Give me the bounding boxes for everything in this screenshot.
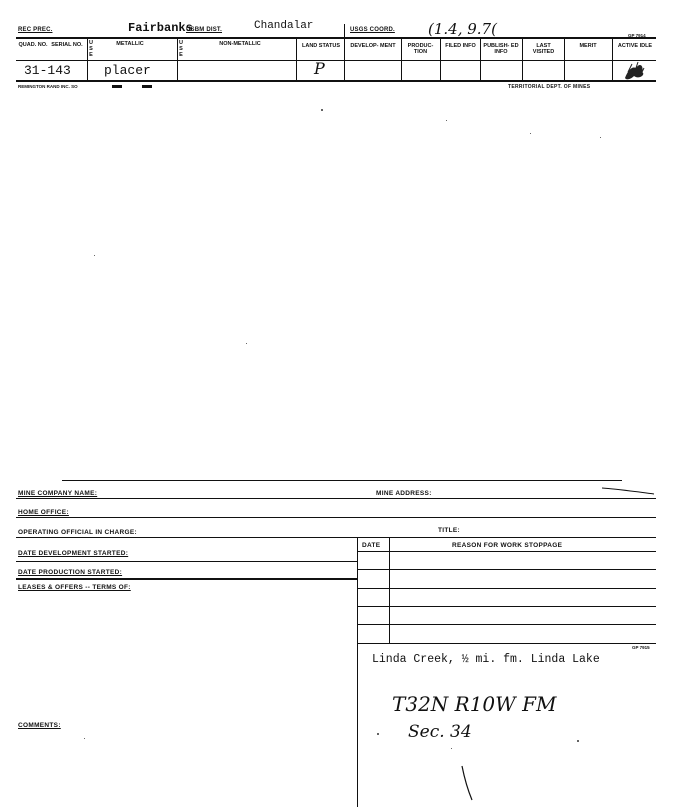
usbm-dist-value: Chandalar [254,20,314,32]
col-header-merit: MERIT [579,43,597,49]
header-divider [344,24,345,38]
stoppage-row-rule [357,588,656,589]
stoppage-row-rule [357,606,656,607]
stoppage-date-header: DATE [362,542,381,549]
date-dev-started-label: DATE DEVELOPMENT STARTED: [18,550,129,557]
col-header-non-metallic: NON-METALLIC [219,41,261,47]
rule-prod-started [16,578,357,580]
scan-speck [321,109,323,111]
stoppage-reason-header: REASON FOR WORK STOPPAGE [452,542,563,549]
col-divider-4 [344,37,345,81]
stoppage-header-rule [357,551,656,552]
rule-dev-started [16,561,357,562]
quad-serial-value: 31-143 [24,63,71,78]
rule-official [16,537,656,538]
home-office-label: HOME OFFICE: [18,509,69,516]
scan-speck [377,733,379,735]
scan-speck [246,343,247,344]
col-divider-7 [480,37,481,81]
scan-speck [451,748,452,749]
col-header-published-info: PUBLISH- ED INFO [483,43,519,55]
header-rule-bottom [16,80,656,82]
rule-company [16,498,656,499]
scan-speck [446,120,447,121]
form-number-bottom: GP 7915 [632,645,650,650]
metallic-value: placer [104,63,151,78]
header-rule-top [16,37,656,39]
col-divider-6 [440,37,441,81]
date-prod-started-label: DATE PRODUCTION STARTED: [18,569,123,576]
scan-speck [577,740,579,742]
printer-mark-1 [112,85,122,88]
district-name: Fairbanks [128,21,193,35]
land-status-mark: P [314,59,325,78]
scan-speck [530,133,531,134]
col-header-production: PRODUC- TION [407,43,434,55]
printer-imprint: REMINGTON RAND INC. SO [18,84,78,89]
scan-speck [94,255,95,256]
col-divider-3 [296,37,297,81]
mine-address-label: MINE ADDRESS: [376,490,432,497]
stoppage-date-divider [389,537,390,643]
rec-prec-label: REC PREC. [18,27,53,33]
col-divider-9 [564,37,565,81]
form-number-top: GP 7914 [628,33,646,38]
col-header-serial: SERIAL NO. [51,42,83,48]
stoppage-row-rule [357,624,656,625]
scan-speck [600,137,601,138]
header-rule-mid [16,60,656,61]
active-idle-mark-icon [622,58,648,82]
usbm-dist-label: USBM DIST. [186,27,223,33]
col-header-quad: QUAD. NO. [18,42,48,48]
rule-home-office [16,517,656,518]
comments-label: COMMENTS: [18,722,61,729]
location-note: Linda Creek, ½ mi. fm. Linda Lake [372,653,600,666]
col-divider-5 [401,37,402,81]
township-note: T32N R10W FM [392,692,557,716]
col-divider-8 [522,37,523,81]
leases-offers-label: LEASES & OFFERS -- TERMS OF: [18,584,131,591]
col-header-land-status: LAND STATUS [302,43,340,49]
stoppage-left-border [357,537,358,807]
operating-official-label: OPERATING OFFICIAL IN CHARGE: [18,529,137,536]
col-header-metallic: METALLIC [116,41,144,47]
col-header-development: DEVELOP- MENT [350,43,396,49]
title-label: TITLE: [438,527,461,534]
form-top-rule [62,480,622,481]
territorial-dept: TERRITORIAL DEPT. OF MINES [508,84,591,90]
col-header-use-1: U S E [89,40,93,58]
col-header-use-2: U S E [179,40,183,58]
stoppage-row-rule [357,569,656,570]
pen-stroke-icon [598,484,658,498]
printer-mark-2 [142,85,152,88]
stoppage-row-rule [357,643,656,644]
col-header-last-visited: LAST VISITED [532,43,555,55]
usgs-coord-value: (1.4, 9.7( [428,20,497,38]
pen-stroke-icon [458,764,478,804]
scan-speck [84,738,85,739]
col-header-active-idle: ACTIVE IDLE [617,43,653,49]
col-divider-10 [612,37,613,81]
usgs-coord-label: USGS COORD. [350,27,395,33]
col-header-filed-info: FILED INFO [445,43,476,49]
mine-company-name-label: MINE COMPANY NAME: [18,490,98,497]
section-note: Sec. 34 [408,722,472,742]
